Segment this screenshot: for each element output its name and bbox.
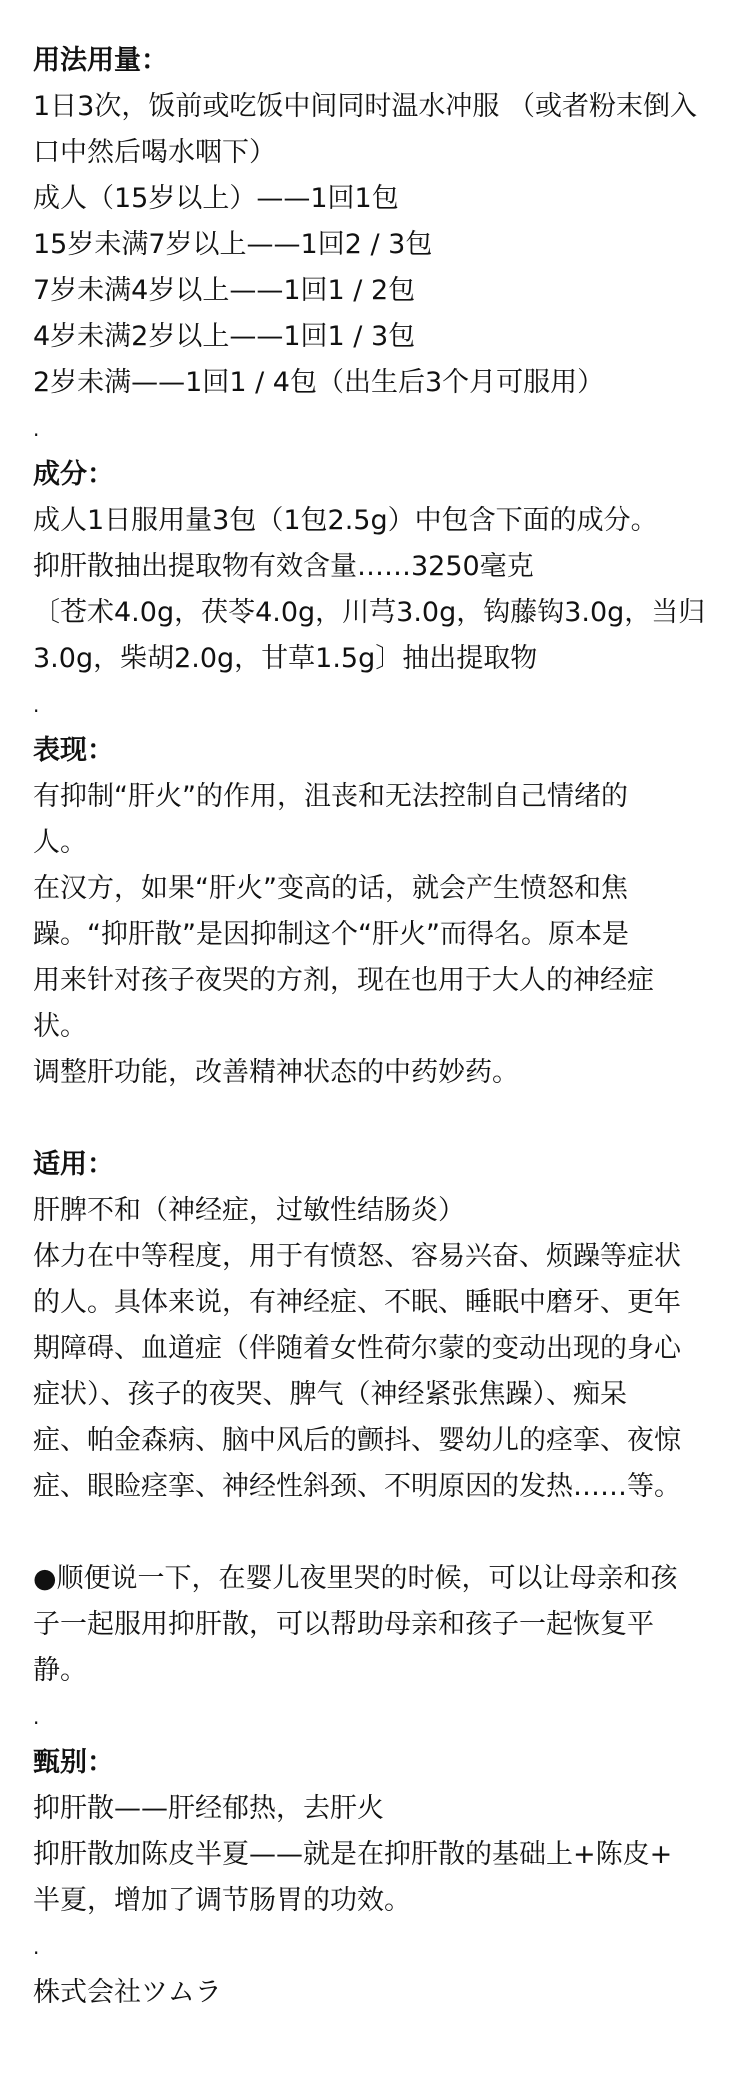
dosage-line: 2岁未满——1回1 / 4包（出生后3个月可服用） [33,367,605,398]
section-dosage [33,38,723,406]
ingredients-line: 〔苍术4.0g，茯苓4.0g，川芎3.0g，钩藤钩3.0g，当归 [33,597,706,628]
indications-line: 的人。具体来说，有神经症、不眠、睡眠中磨牙、更年 [33,1287,681,1318]
note-line: 子一起服用抑肝散，可以帮助母亲和孩子一起恢复平 [33,1609,654,1640]
ingredients-line: 抑肝散抽出提取物有效含量……3250毫克 [33,551,534,582]
indications-line: 症状）、孩子的夜哭、脾气（神经紧张焦躁）、痴呆 [33,1379,627,1410]
dosage-line: 口中然后喝水咽下） [33,137,276,168]
distinction-line: 半夏，增加了调节肠胃的功效。 [33,1885,411,1916]
note-line: ●顺便说一下，在婴儿夜里哭的时候，可以让母亲和孩 [33,1563,678,1594]
dosage-line: 成人（15岁以上）——1回1包 [33,183,399,214]
ingredients-line: 成人1日服用量3包（1包2.5g）中包含下面的成分。 [33,505,658,536]
effects-line: 有抑制“肝火”的作用，沮丧和无法控制自己情绪的 [33,781,628,812]
dosage-line: 15岁未满7岁以上——1回2 / 3包 [33,229,433,260]
section-heading-effects: 表现： [33,735,114,766]
footer-company: 株式会社ツムラ [33,1977,222,2008]
section-heading-dosage: 用法用量： [33,45,168,76]
section-indications [33,1142,723,1510]
note-line: 静。 [33,1655,87,1686]
section-heading-indications: 适用： [33,1149,114,1180]
indications-line: 症、眼睑痉挛、神经性斜颈、不明原因的发热……等。 [33,1471,681,1502]
document-body [33,38,723,2016]
section-distinction [33,1740,723,1924]
ingredients-line: 3.0g，柴胡2.0g，甘草1.5g〕抽出提取物 [33,643,538,674]
effects-line: 用来针对孩子夜哭的方剂，现在也用于大人的神经症 [33,965,654,996]
distinction-line: 抑肝散加陈皮半夏——就是在抑肝散的基础上+陈皮+ [33,1839,673,1870]
dosage-line: 4岁未满2岁以上——1回1 / 3包 [33,321,416,352]
separator-dot: . [33,1935,40,1959]
separator-dot: . [33,1705,40,1729]
section-ingredients [33,452,723,682]
indications-line: 症、帕金森病、脑中风后的颤抖、婴幼儿的痉挛、夜惊 [33,1425,681,1456]
section-heading-distinction: 甄别： [33,1747,114,1778]
blank-line [33,1096,723,1142]
indications-line: 肝脾不和（神经症，过敏性结肠炎） [33,1195,465,1226]
section-heading-ingredients: 成分： [33,459,114,490]
effects-line: 人。 [33,827,87,858]
blank-line [33,1510,723,1556]
distinction-line: 抑肝散——肝经郁热，去肝火 [33,1793,384,1824]
effects-line: 在汉方，如果“肝火”变高的话，就会产生愤怒和焦 [33,873,628,904]
separator-dot: . [33,417,40,441]
dosage-line: 7岁未满4岁以上——1回1 / 2包 [33,275,416,306]
indications-line: 期障碍、血道症（伴随着女性荷尔蒙的变动出现的身心 [33,1333,681,1364]
effects-line: 调整肝功能，改善精神状态的中药妙药。 [33,1057,519,1088]
section-effects [33,728,723,1096]
effects-line: 躁。“抑肝散”是因抑制这个“肝火”而得名。原本是 [33,919,629,950]
indications-line: 体力在中等程度，用于有愤怒、容易兴奋、烦躁等症状 [33,1241,681,1272]
dosage-line: 1日3次，饭前或吃饭中间同时温水冲服 （或者粉末倒入 [33,91,697,122]
separator-dot: . [33,693,40,717]
section-note [33,1556,723,1694]
effects-line: 状。 [33,1011,87,1042]
